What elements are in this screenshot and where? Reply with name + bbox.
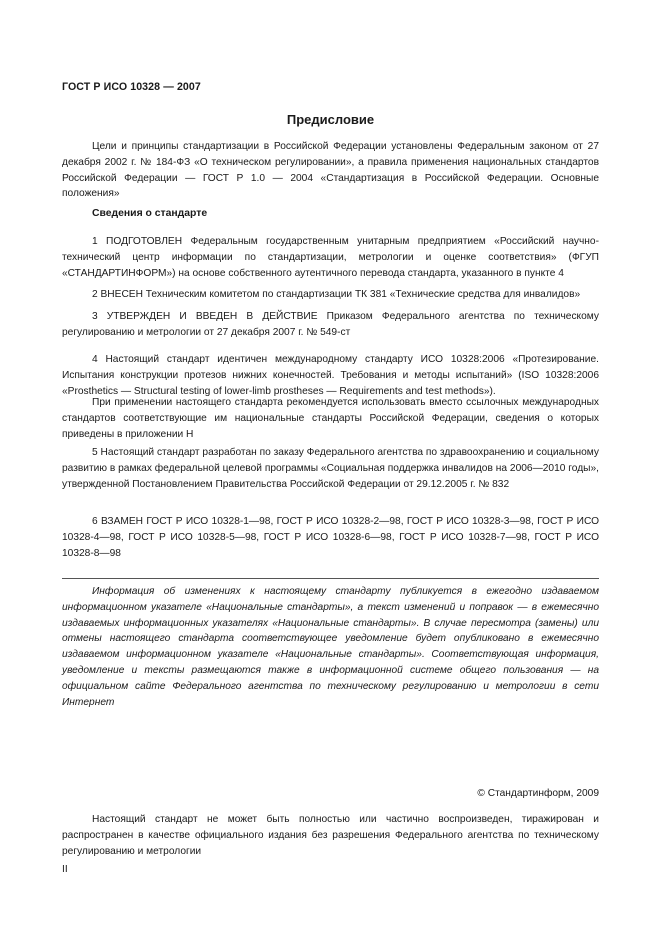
copyright-line: © Стандартинформ, 2009 xyxy=(477,788,599,799)
page-title: Предисловие xyxy=(286,112,375,127)
item-5-developed: 5 Настоящий стандарт разработан по заказу Федерального агентства по здравоохранению и социальному развитию в рамках федеральной целевой программы «Социальная поддержка инвалидов на 2006—2010 годы», утвержденной Постановлением Правительства Российской Федерации от 29.12.2005 г. № 832 xyxy=(62,447,599,490)
document-code: ГОСТ Р ИСО 10328 — 2007 xyxy=(62,81,201,93)
item-1-prepared: 1 ПОДГОТОВЛЕН Федеральным государственным унитарным предприятием «Российский научно-технический центр информации по стандартизации, метрологии и оценке соответствия» (ФГУП «СТАНДАРТИНФОРМ») на основе собственного аутентичного перевода стандарта, указанного в пункте 4 xyxy=(62,236,599,279)
item-4-identical: 4 Настоящий стандарт идентичен международному стандарту ИСО 10328:2006 «Протезирование. Испытания конструкции протезов нижних конечностей. Требования и методы испытаний» (ISO 10328:2006 «Prosthetics — Structural testing of lower-limb prostheses — Requirements and test methods»). xyxy=(62,354,599,397)
page-number: II xyxy=(62,864,68,875)
item-3-approved: 3 УТВЕРЖДЕН И ВВЕДЕН В ДЕЙСТВИЕ Приказом Федерального агентства по техническому регулированию и метрологии от 27 декабря 2007 г. № 549-ст xyxy=(62,311,599,338)
item-2-submitted: 2 ВНЕСЕН Техническим комитетом по стандартизации ТК 381 «Технические средства для инвалидов» xyxy=(92,289,581,300)
reproduction-notice: Настоящий стандарт не может быть полностью или частично воспроизведен, тиражирован и распространен в качестве официального издания без разрешения Федерального агентства по техническому регулированию и метрологии xyxy=(62,814,599,857)
changes-notice: Информация об изменениях к настоящему стандарту публикуется в ежегодно издаваемом информационном указателе «Национальные стандарты», а текст изменений и поправок — в ежемесячно издаваемых информационных указателях «Национальные стандарты». В случае пересмотра (замены) или отмены настоящего стандарта соответствующее уведомление будет опубликовано в ежемесячно издаваемом информационном указателе «Национальные стандарты». Соответствующая информация, уведомление и тексты размещаются также в информационной системе общего пользования — на официальном сайте Федерального агентства по техническому регулированию и метрологии в сети Интернет xyxy=(62,586,599,708)
item-4-usage-note: При применении настоящего стандарта рекомендуется использовать вместо ссылочных международных стандартов соответствующие им национальные стандарты Российской Федерации, сведения о которых приведены в приложении Н xyxy=(62,397,599,440)
item-6-replaces: 6 ВЗАМЕН ГОСТ Р ИСО 10328-1—98, ГОСТ Р ИСО 10328-2—98, ГОСТ Р ИСО 10328-3—98, ГОСТ Р ИСО 10328-4—98, ГОСТ Р ИСО 10328-5—98, ГОСТ Р ИСО 10328-6—98, ГОСТ Р ИСО 10328-7—98, ГОСТ Р ИСО 10328-8—98 xyxy=(62,516,599,559)
section-subheading: Сведения о стандарте xyxy=(92,208,208,219)
divider-line xyxy=(62,578,599,579)
intro-paragraph: Цели и принципы стандартизации в Российской Федерации установлены Федеральным законом от 27 декабря 2002 г. № 184-ФЗ «О техническом регулировании», а правила применения национальных стандартов Российской Федерации — ГОСТ Р 1.0 — 2004 «Стандартизация в Российской Федерации. Основные положения» xyxy=(62,141,599,200)
